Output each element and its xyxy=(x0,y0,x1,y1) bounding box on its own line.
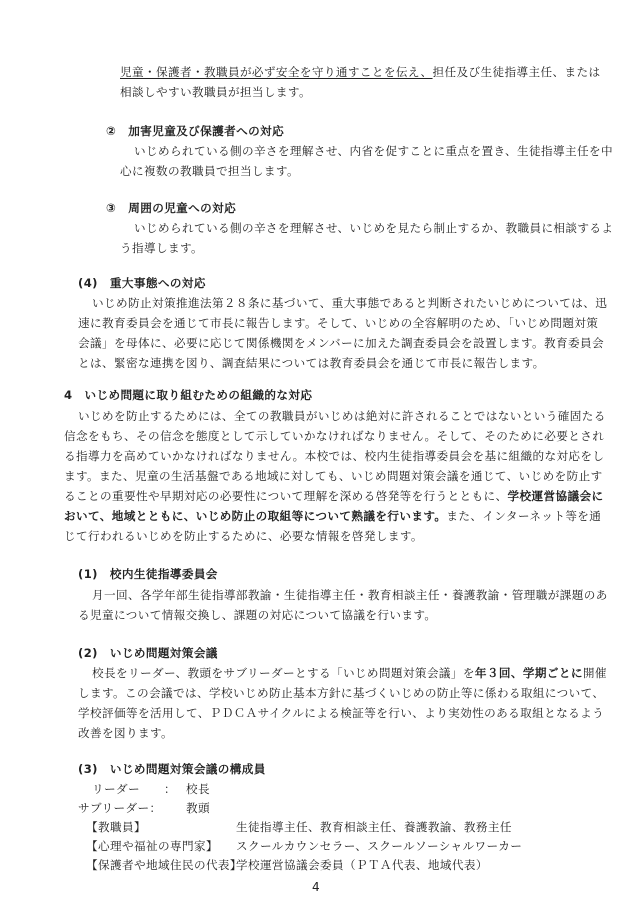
paragraph-line: る児童について情報交換し、課題の対応について協議を行います。 xyxy=(78,608,437,622)
paragraph-line: いじめられている側の辛さを理解させ、内省を促すことに重点を置き、生徒指導主任を中 xyxy=(134,144,613,158)
paragraph-line: 信念をもち、その信念を態度として示していかなければなりません。そして、そのために必要とされ xyxy=(64,429,605,443)
member-category-label: 【教職員】 xyxy=(86,820,146,834)
subheading-committee: (1) 校内生徒指導委員会 xyxy=(78,567,218,581)
paragraph-line: じて行われるいじめを防止するために、必要な情報を啓発します。 xyxy=(64,529,423,543)
paragraph-line: いじめられている側の辛さを理解させ、いじめを見たら制止するか、教職員に相談するよ xyxy=(134,221,614,235)
subheading-2: ② 加害児童及び保護者への対応 xyxy=(106,124,285,138)
paragraph-line: る指導力を高めていかなければなりません。本校では、校内生徒指導委員会を基に組織的な対応をし xyxy=(64,449,605,463)
paragraph-line: いじめ防止対策推進法第２８条に基づいて、重大事態であると判断されたいじめについては、迅 xyxy=(92,296,608,310)
intro-line-2: 相談しやすい教職員が担当します。 xyxy=(120,85,311,99)
member-category-label: 【保護者や地域住民の代表】 xyxy=(86,858,242,872)
paragraph-line: おいて、地域とともに、いじめ防止の取組等について熟議を行います。また、インターネット等を通 xyxy=(64,509,602,523)
member-category-label: 【心理や福祉の専門家】 xyxy=(86,839,218,853)
paragraph-line: 校長をリーダー、教頭をサブリーダーとする「いじめ問題対策会議」を年３回、学期ごとに開催 xyxy=(92,666,607,680)
bold-text: おいて、地域とともに、いじめ防止の取組等について熟議を行います。 xyxy=(64,509,447,523)
leader-label: リーダー ： xyxy=(92,782,176,796)
subheading-council: (2) いじめ問題対策会議 xyxy=(78,646,218,660)
subleader-label: サブリーダー： xyxy=(78,801,162,815)
paragraph-line: いじめを防止するためには、全ての教職員がいじめは絶対に許されることではないという確固たる xyxy=(78,409,606,423)
leader-value: 校長 xyxy=(186,782,210,796)
member-category-value: 学校運営協議会委員（ＰＴＡ代表、地域代表） xyxy=(236,858,488,872)
bold-text: 学校運営協議会に xyxy=(507,489,604,503)
paragraph-line: 心に複数の教職員で担当します。 xyxy=(120,164,299,178)
section-heading-organizational: 4 いじめ問題に取り組むための組織的な対応 xyxy=(64,388,313,402)
member-category-value: スクールカウンセラー、スクールソーシャルワーカー xyxy=(236,839,523,853)
page-number: 4 xyxy=(312,880,320,894)
subheading-3: ③ 周囲の児童への対応 xyxy=(106,201,237,215)
paragraph-line: ます。また、児童の生活基盤である地域に対しても、いじめ問題対策会議を通じて、いじめを防止す xyxy=(64,469,603,483)
subleader-value: 教頭 xyxy=(186,801,210,815)
subheading-members: (3) いじめ問題対策会議の構成員 xyxy=(78,762,266,776)
paragraph-line: します。この会議では、学校いじめ防止基本方針に基づくいじめの防止等に係わる取組について、 xyxy=(78,686,605,700)
paragraph-line: ることの重要性や早期対応の必要性について理解を深める啓発等を行うとともに、学校運営協議会に xyxy=(64,489,604,503)
paragraph-line: う指導します。 xyxy=(120,241,204,255)
paragraph-line: 月一回、各学年部生徒指導部教諭・生徒指導主任・教育相談主任・養護教諭・管理職が課題のあ xyxy=(92,588,608,602)
paragraph-line: 学校評価等を活用して、ＰＤＣＡサイクルによる検証等を行い、より実効性のある取組となるよう xyxy=(78,706,605,720)
member-category-value: 生徒指導主任、教育相談主任、養護教諭、教務主任 xyxy=(236,820,512,834)
paragraph-line: 速に教育委員会を通じて市長に報告します。そして、いじめの全容解明のため、「いじめ問題対策 xyxy=(78,316,599,330)
paragraph-line: 改善を図ります。 xyxy=(78,726,174,740)
section-heading-4-serious: (4) 重大事態への対応 xyxy=(78,276,206,290)
underlined-text: 児童・保護者・教職員が必ず安全を守り通すことを伝え、 xyxy=(120,65,433,79)
intro-line-1: 児童・保護者・教職員が必ず安全を守り通すことを伝え、担任及び生徒指導主任、または xyxy=(120,65,601,79)
paragraph-line: とは、緊密な連携を図り、調査結果については教育委員会を通じて市長に報告します。 xyxy=(78,356,545,370)
paragraph-line: 会議」を母体に、必要に応じて関係機関をメンバーに加えた調査委員会を設置します。教育委員会 xyxy=(78,336,604,350)
bold-text: 年３回、学期ごとに xyxy=(474,666,583,680)
